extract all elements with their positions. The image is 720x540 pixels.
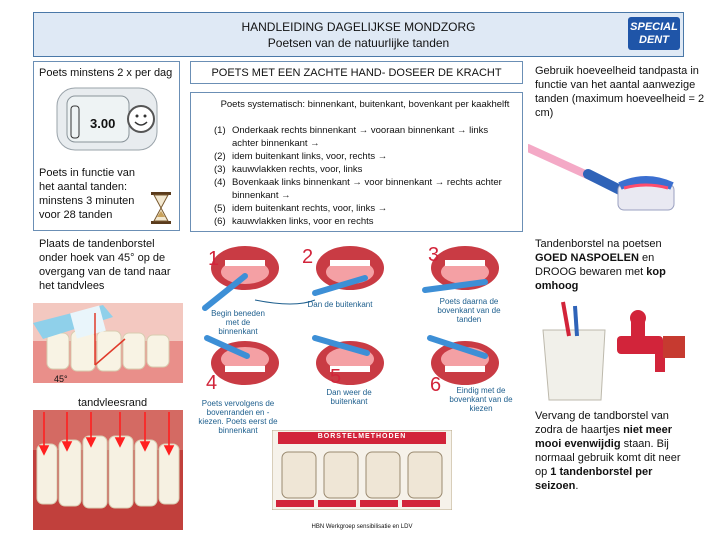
caption-2: Dan de buitenkant [307, 300, 373, 309]
page-subtitle: Poetsen van de natuurlijke tanden [267, 36, 450, 50]
diagram-step-6: 6 [430, 374, 442, 396]
caption-6: Eindig met de bovenkant van de kiezen [449, 386, 513, 413]
step-item [214, 150, 514, 163]
logo-line-1: SPECIAL [630, 21, 678, 33]
rinse-text [535, 237, 695, 293]
replace-text-part-3: . [575, 480, 579, 492]
hourglass-icon [150, 192, 172, 224]
brand-logo [628, 17, 680, 50]
rinse-text-bold-2: kop omhoog [535, 266, 666, 292]
replace-text-bold-1: niet meer mooi evenwijdig [535, 424, 672, 450]
replace-text-bold-2: 1 tandenborstel per seizoen [535, 466, 653, 492]
brushing-angle-photo [33, 303, 183, 383]
step-item [214, 163, 514, 176]
timer-display: 3.00 [90, 116, 116, 131]
step-number: (4) [214, 177, 226, 188]
caption-1: Begin beneden met de binnenkant [211, 309, 265, 336]
diagram-step-5: 5 [330, 366, 342, 388]
step-text: kauwvlakken rechts, voor, links [232, 164, 363, 175]
step-item [214, 202, 514, 215]
diagram-step-1: 1 [208, 248, 220, 270]
page-title: HANDLEIDING DAGELIJKSE MONDZORG [241, 20, 476, 34]
diagram-step-3: 3 [428, 244, 440, 266]
brushing-methods-banner: BORSTELMETHODEN [317, 433, 407, 440]
method-intro: Poets systematisch: binnenkant, buitenkant, bovenkant per kaakhelft [220, 99, 510, 110]
angle-label: 45° [54, 374, 68, 384]
heading-box [190, 61, 523, 84]
cup-and-tap-image [535, 296, 685, 404]
middle-heading: POETS MET EEN ZACHTE HAND- DOSEER DE KRACHT [211, 67, 502, 79]
footer-credit: HBN Werkgroep sensibilisatie en LDV [311, 524, 413, 530]
step-text: kauwvlakken links, voor en rechts [232, 216, 374, 227]
rinse-text-bold-1: GOED NASPOELEN [535, 252, 639, 264]
step-text: Onderkaak rechts binnenkant → vooraan binnenkant → links achter binnenkant → [232, 125, 489, 149]
diagram-step-2: 2 [302, 246, 314, 268]
step-number: (6) [214, 216, 226, 227]
step-number: (5) [214, 203, 226, 214]
step-item [214, 215, 514, 228]
teeth-gumline-photo [33, 410, 183, 530]
angle-text: Plaats de tandenborstel onder hoek van 45° op de overgang van de tand naar het tandvlees [39, 238, 171, 292]
logo-line-2: DENT [639, 34, 669, 46]
steps-list [214, 124, 514, 228]
rinse-text-part-2: en DROOG bewaren met [535, 252, 655, 278]
caption-4: Poets vervolgens de bovenranden en -kiezen. Poets eerst de binnenkant [198, 399, 278, 435]
brushing-methods-illustration [272, 430, 452, 510]
step-item [214, 176, 514, 202]
step-text: idem buitenkant links, voor, rechts → [232, 151, 388, 162]
diagram-step-4: 4 [206, 372, 218, 394]
caption-3: Poets daarna de bovenkant van de tanden [437, 297, 501, 324]
replace-text-part-1: Vervang de tandborstel van zodra de haartjes [535, 410, 669, 436]
gumline-label: tandvleesrand [78, 397, 148, 409]
step-number: (3) [214, 164, 226, 175]
frequency-text: Poets minstens 2 x per dag [39, 67, 173, 79]
caption-5: Dan weer de buitenkant [326, 388, 372, 406]
header-banner [33, 12, 684, 57]
rinse-text-part-1: Tandenborstel na poetsen [535, 238, 662, 250]
step-number: (1) [214, 125, 226, 136]
duration-text: Poets in functie van het aantal tanden: minstens 3 minuten voor 28 tanden [39, 167, 136, 221]
replace-text-part-2: staan. Bij normaal gebruik komt dit neer op [535, 438, 681, 478]
step-number: (2) [214, 151, 226, 162]
toothpaste-text: Gebruik hoeveelheid tandpasta in functie van het aantal aanwezige tanden (maximum hoeveelheid = 2 cm) [535, 65, 705, 119]
step-text: idem buitenkant rechts, voor, links → [232, 203, 388, 214]
toothbrush-paste-image [528, 138, 683, 228]
step-item [214, 124, 514, 150]
replace-text [535, 409, 690, 493]
step-text: Bovenkaak links binnenkant → voor binnenkant → rechts achter binnenkant → [232, 177, 502, 201]
